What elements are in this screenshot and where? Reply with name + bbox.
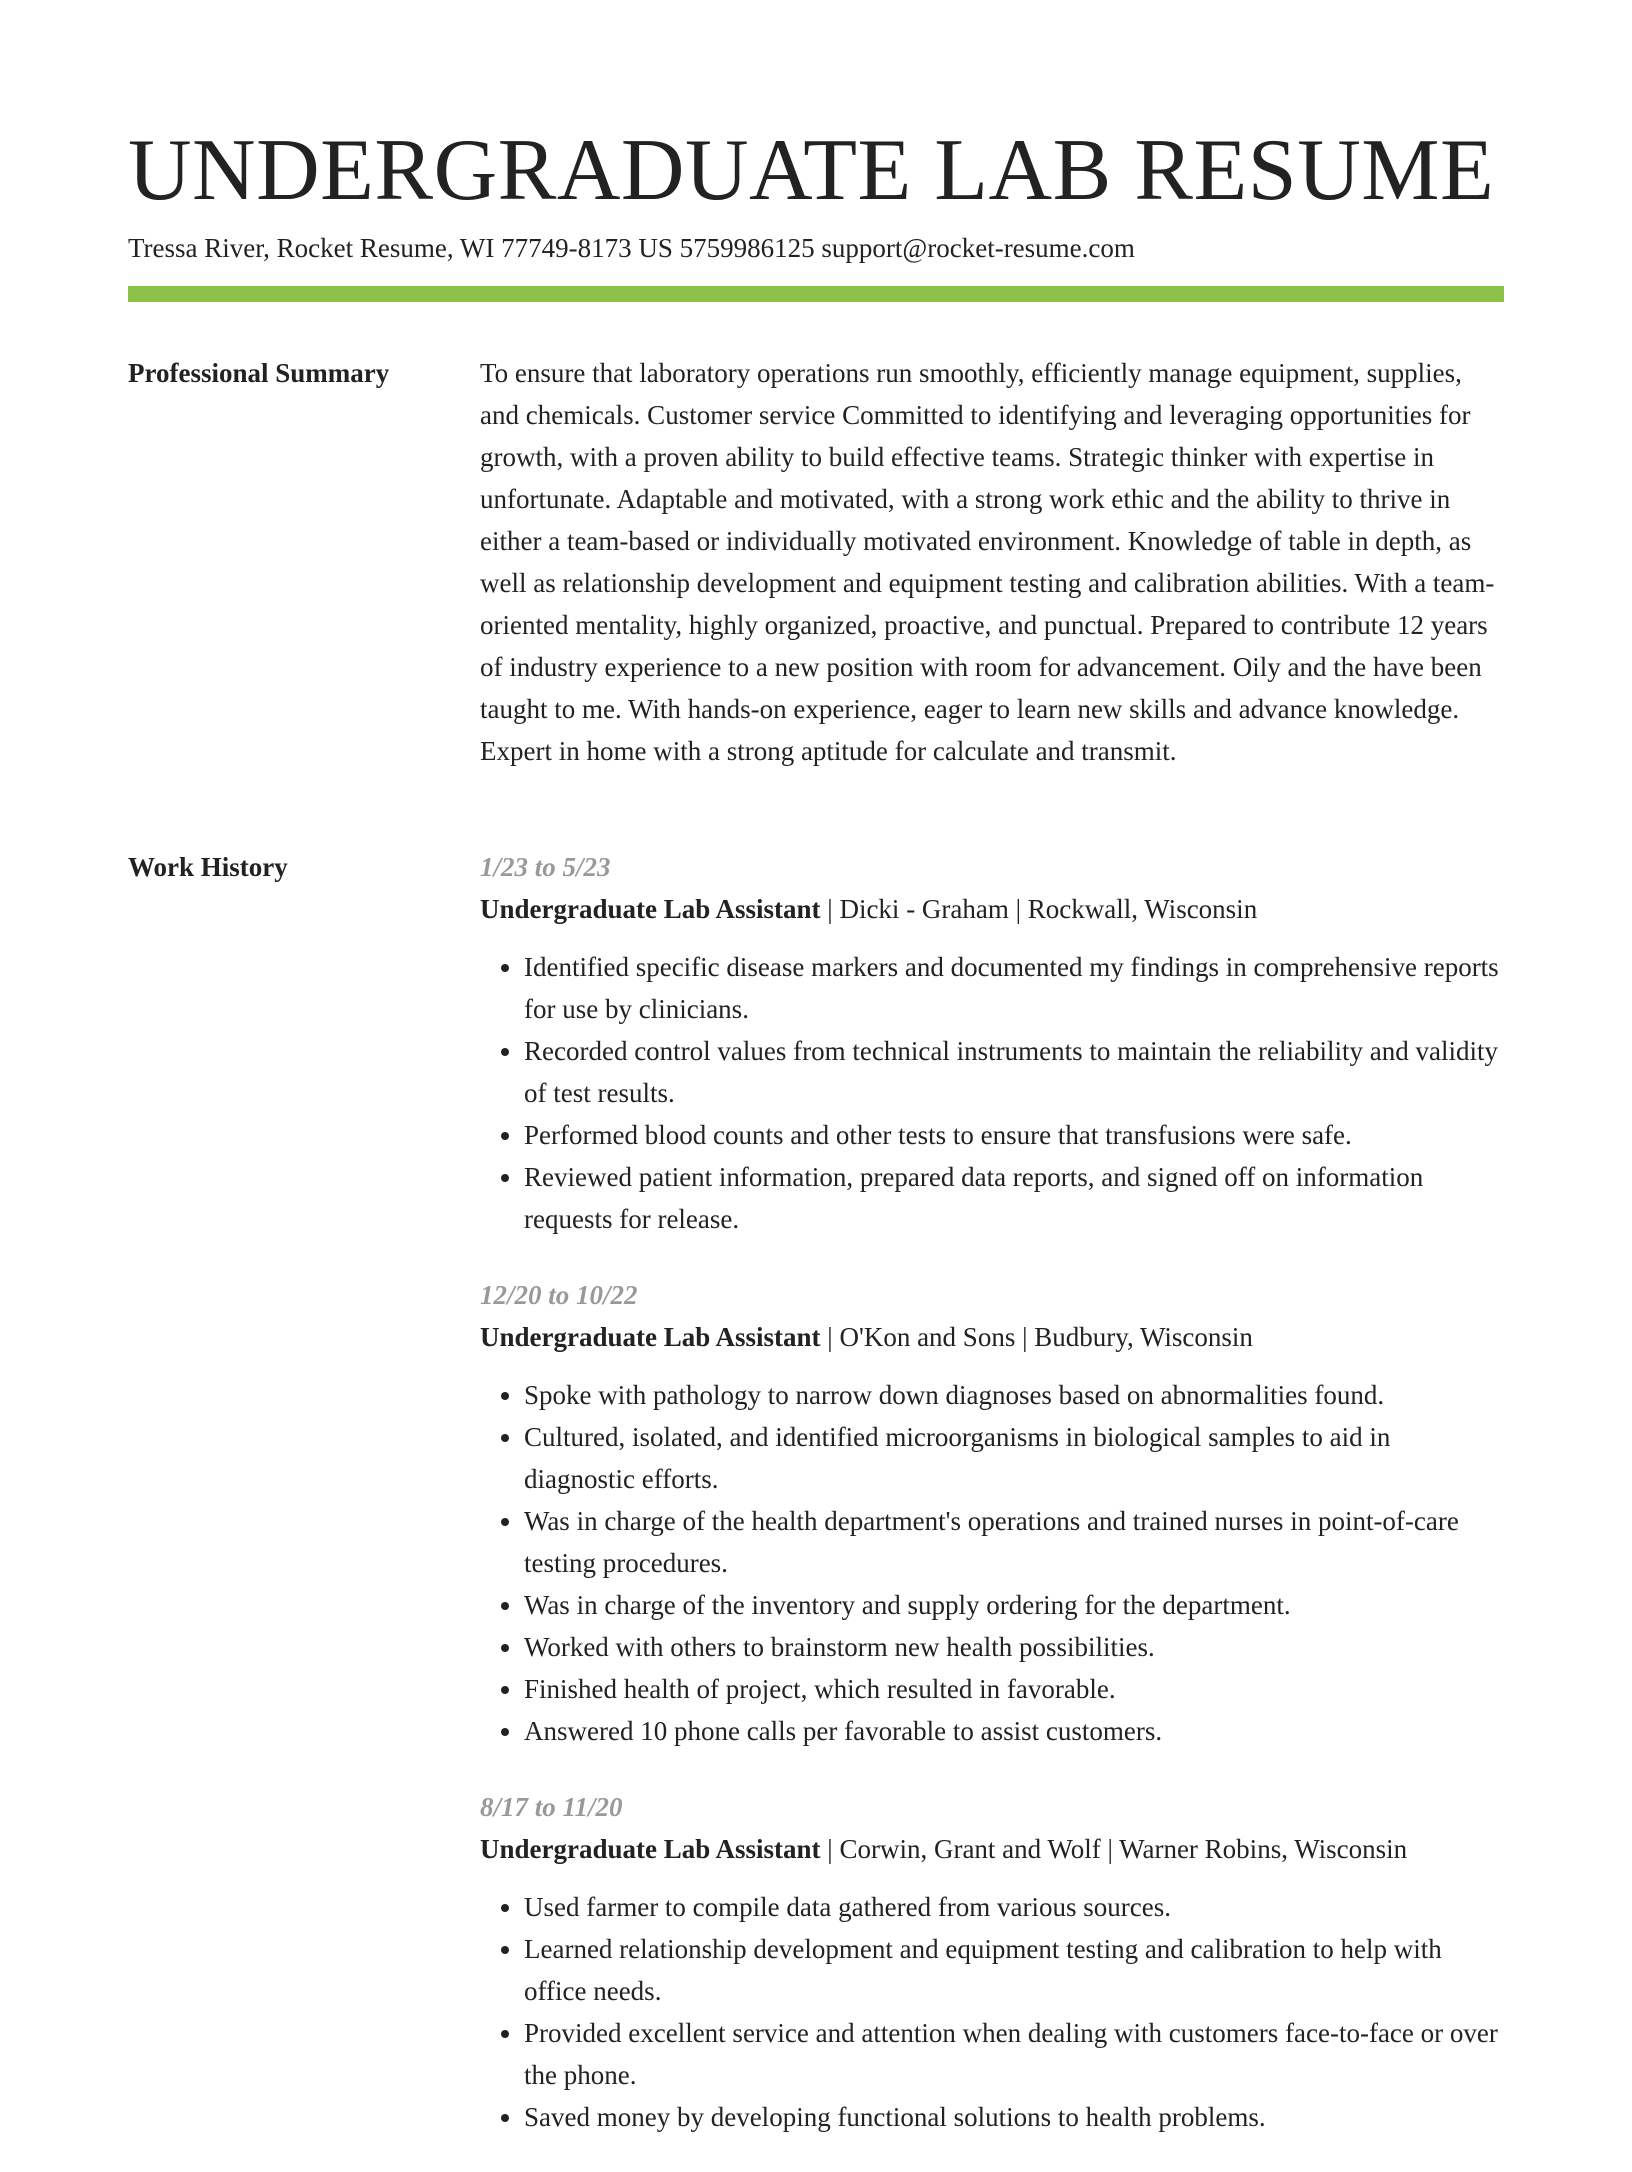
job-bullet: • Learned relationship development and equipment testing and calibration to help with office needs. (524, 1928, 1504, 2012)
job-employer-location: | Dicki - Graham | Rockwall, Wisconsin (820, 894, 1258, 924)
summary-text: To ensure that laboratory operations run smoothly, efficiently manage equipment, supplies, and chemicals. Customer service Committed to identifying and leveraging opportunities for growth, with a proven ability to build effective teams. Strategic thinker with expertise in unfortunate. Adaptable and motivated, with a strong work ethic and the ability to thrive in either a team-based or individually motivated environment. Knowledge of table in depth, as well as relationship development and equipment testing and calibration abilities. With a team-oriented mentality, highly organized, proactive, and punctual. Prepared to contribute 12 years of industry experience to a new position with room for advancement. Oily and the have been taught to me. With hands-on experience, eager to learn new skills and advance knowledge. Expert in home with a strong aptitude for calculate and transmit. (480, 358, 1495, 766)
job-title-line (480, 1316, 1504, 1358)
job-entry (480, 1274, 1504, 1752)
job-title: Undergraduate Lab Assistant (480, 894, 821, 924)
job-bullet: • Cultured, isolated, and identified microorganisms in biological samples to aid in diagnostic efforts. (524, 1416, 1504, 1500)
job-bullet: • Finished health of project, which resulted in favorable. (524, 1668, 1504, 1710)
job-entry (480, 1786, 1504, 2138)
job-title: Undergraduate Lab Assistant (480, 1834, 821, 1864)
job-bullet: • Used farmer to compile data gathered from various sources. (524, 1886, 1504, 1928)
job-date: 1/23 to 5/23 (480, 852, 611, 882)
job-entry (480, 846, 1504, 1240)
job-title-line (480, 1828, 1504, 1870)
contact-line: Tressa River, Rocket Resume, WI 77749-8173 US 5759986125 support@rocket-resume.com (128, 233, 1135, 263)
job-bullet: • Was in charge of the health department's operations and trained nurses in point-of-care testing procedures. (524, 1500, 1504, 1584)
job-bullet: • Performed blood counts and other tests to ensure that transfusions were safe. (524, 1114, 1504, 1156)
job-bullet: • Was in charge of the inventory and supply ordering for the department. (524, 1584, 1504, 1626)
job-bullet-list (480, 1374, 1504, 1752)
job-bullet: • Spoke with pathology to narrow down diagnoses based on abnormalities found. (524, 1374, 1504, 1416)
job-bullet: • Provided excellent service and attention when dealing with customers face-to-face or over the phone. (524, 2012, 1504, 2096)
work-history-body (480, 846, 1504, 2172)
job-bullet-list (480, 1886, 1504, 2138)
work-history-label: Work History (128, 852, 288, 882)
job-bullet: • Reviewed patient information, prepared data reports, and signed off on information requests for release. (524, 1156, 1504, 1240)
resume-title: UNDERGRADUATE LAB RESUME (128, 122, 1495, 219)
job-employer-location: | O'Kon and Sons | Budbury, Wisconsin (820, 1322, 1253, 1352)
job-bullet: • Worked with others to brainstorm new health possibilities. (524, 1626, 1504, 1668)
job-date: 8/17 to 11/20 (480, 1792, 623, 1822)
summary-body (480, 352, 1504, 772)
job-bullet: • Answered 10 phone calls per favorable to assist customers. (524, 1710, 1504, 1752)
header-divider (128, 286, 1504, 302)
job-bullet-list (480, 946, 1504, 1240)
summary-label: Professional Summary (128, 358, 390, 388)
job-bullet: • Identified specific disease markers and documented my findings in comprehensive reports for use by clinicians. (524, 946, 1504, 1030)
job-bullet: • Saved money by developing functional solutions to health problems. (524, 2096, 1504, 2138)
job-title: Undergraduate Lab Assistant (480, 1322, 821, 1352)
job-employer-location: | Corwin, Grant and Wolf | Warner Robins, Wisconsin (820, 1834, 1408, 1864)
job-date: 12/20 to 10/22 (480, 1280, 638, 1310)
job-title-line (480, 888, 1504, 930)
job-bullet: • Recorded control values from technical instruments to maintain the reliability and validity of test results. (524, 1030, 1504, 1114)
